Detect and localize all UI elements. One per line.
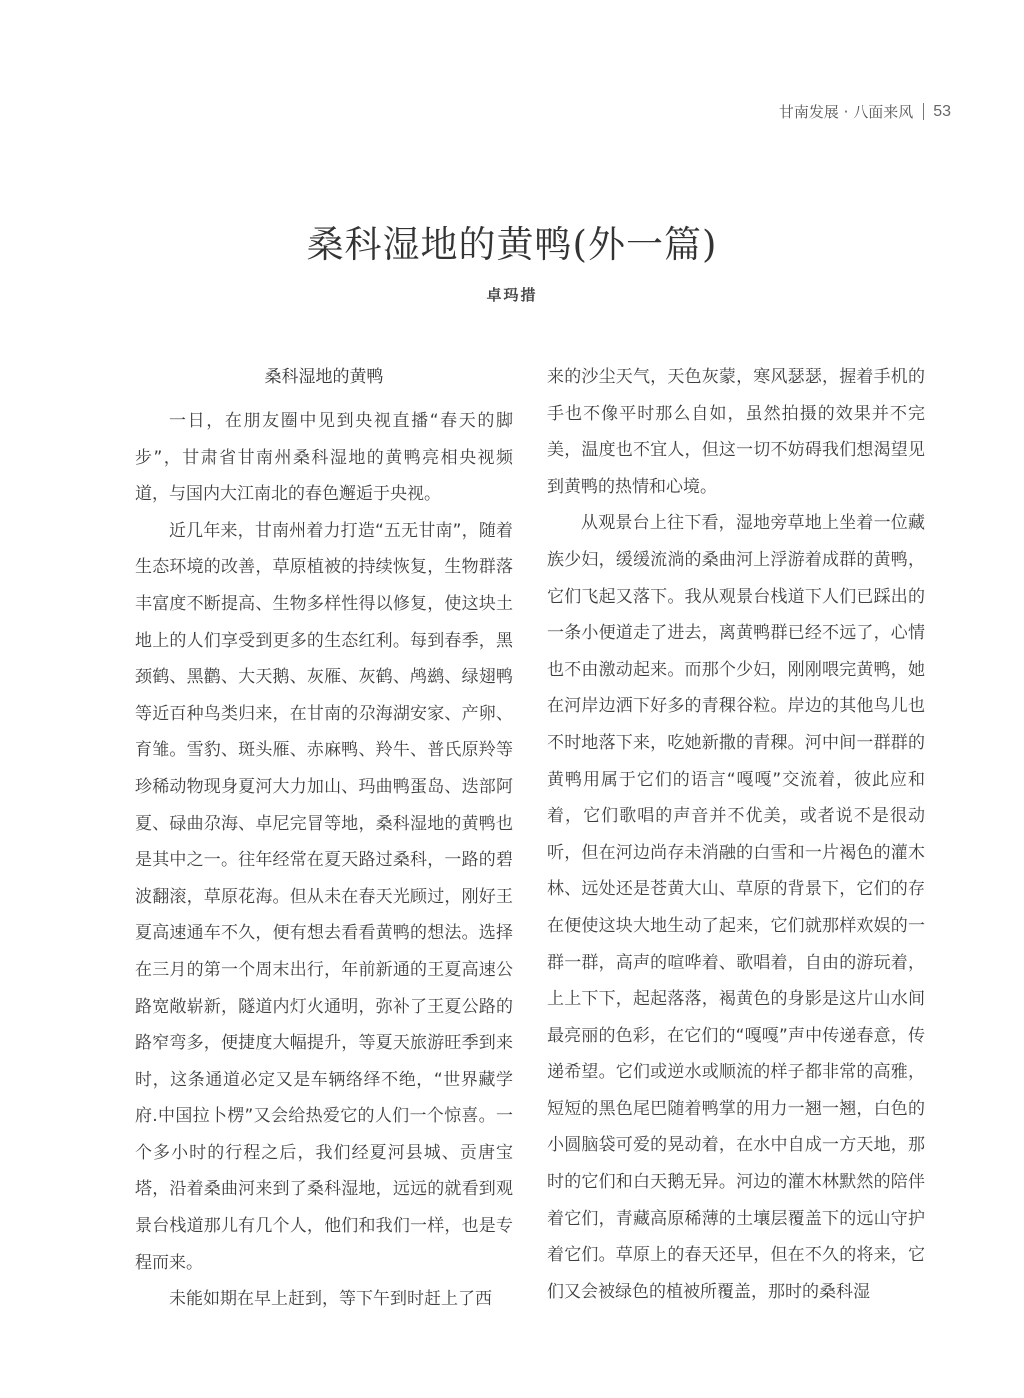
paragraph: 未能如期在早上赶到，等下午到时赶上了西	[169, 1289, 492, 1310]
article-author: 卓玛措	[486, 286, 538, 304]
left-column	[135, 359, 513, 1318]
article-title: 桑科湿地的黄鸭(外一篇)	[306, 223, 718, 266]
running-head-divider	[923, 103, 924, 120]
paragraph: 从观景台上往下看，湿地旁草地上坐着一位藏族少妇，缓缓流淌的桑曲河上浮游着成群的黄鸭，它们飞起又落下。我从观景台栈道下人们已踩出的一条小便道走了进去，离黄鸭群已经不远了，心情也不由激动起来。而那个少妇，刚刚喂完黄鸭，她在河岸边洒下好多的青稞谷粒。岸边的其他鸟儿也不时地落下来，吃她新撒的青稞。河中间一群群的黄鸭用属于它们的语言“嘎嘎”交流着，彼此应和着，它们歌唱的声音并不优美，或者说不是很动听，但在河边尚存未消融的白雪和一片褐色的灌木林、远处还是苍黄大山、草原的背景下，它们的存在便使这块大地生动了起来，它们就那样欢娱的一群一群，高声的喧哗着、歌唱着，自由的游玩着，上上下下，起起落落，褐黄色的身影是这片山水间最亮丽的色彩，在它们的“嘎嘎”声中传递春意，传递希望。它们或逆水或顺流的样子都非常的高雅，短短的黑色尾巴随着鸭掌的用力一翘一翘，白色的小圆脑袋可爱的晃动着，在水中自成一方天地，那时的它们和白天鹅无异。河边的灌木林默然的陪伴着它们，青藏高原稀薄的土壤层覆盖下的远山守护着它们。草原上的春天还早，但在不久的将来，它们又会被绿色的植被所覆盖，那时的桑科湿	[547, 513, 925, 1302]
paragraph: 近几年来，甘南州着力打造“五无甘南”，随着生态环境的改善，草原植被的持续恢复，生物群落丰富度不断提高、生物多样性得以修复，使这块土地上的人们享受到更多的生态红利。每到春季，黑颈鹤、黑鹳、大天鹅、灰雁、灰鹤、鸬鹚、绿翅鸭等近百种鸟类归来，在甘南的尕海湖安家、产卵、育雏。雪豹、斑头雁、赤麻鸭、羚牛、普氏原羚等珍稀动物现身夏河大力加山、玛曲鸭蛋岛、迭部阿夏、碌曲尕海、卓尼完冒等地，桑科湿地的黄鸭也是其中之一。往年经常在夏天路过桑科，一路的碧波翻滚，草原花海。但从未在春天光顾过，刚好王夏高速通车不久，便有想去看看黄鸭的想法。选择在三月的第一个周末出行，年前新通的王夏高速公路宽敞崭新，隧道内灯火通明，弥补了王夏公路的路窄弯多，便捷度大幅提升，等夏天旅游旺季到来时，这条通道必定又是车辆络绎不绝，“世界藏学府.中国拉卜楞”又会给热爱它的人们一个惊喜。一个多小时的行程之后，我们经夏河县城、贡唐宝塔，沿着桑曲河来到了桑科湿地，远远的就看到观景台栈道那儿有几个人，他们和我们一样，也是专程而来。	[135, 520, 513, 1273]
section-heading: 桑科湿地的黄鸭	[264, 367, 384, 387]
paragraph-continued: 来的沙尘天气，天色灰蒙，寒风瑟瑟，握着手机的手也不像平时那么自如，虽然拍摄的效果并不完美，温度也不宜人，但这一切不妨碍我们想渴望见到黄鸭的热情和心境。	[547, 367, 925, 497]
running-head-section: 甘南发展 · 八面来风	[778, 103, 914, 121]
right-column	[547, 359, 925, 1310]
page-number: 53	[933, 102, 951, 120]
running-head	[779, 101, 951, 122]
paragraph: 一日，在朋友圈中见到央视直播“春天的脚步”，甘肃省甘南州桑科湿地的黄鸭亮相央视频道，与国内大江南北的春色邂逅于央视。	[135, 411, 513, 505]
